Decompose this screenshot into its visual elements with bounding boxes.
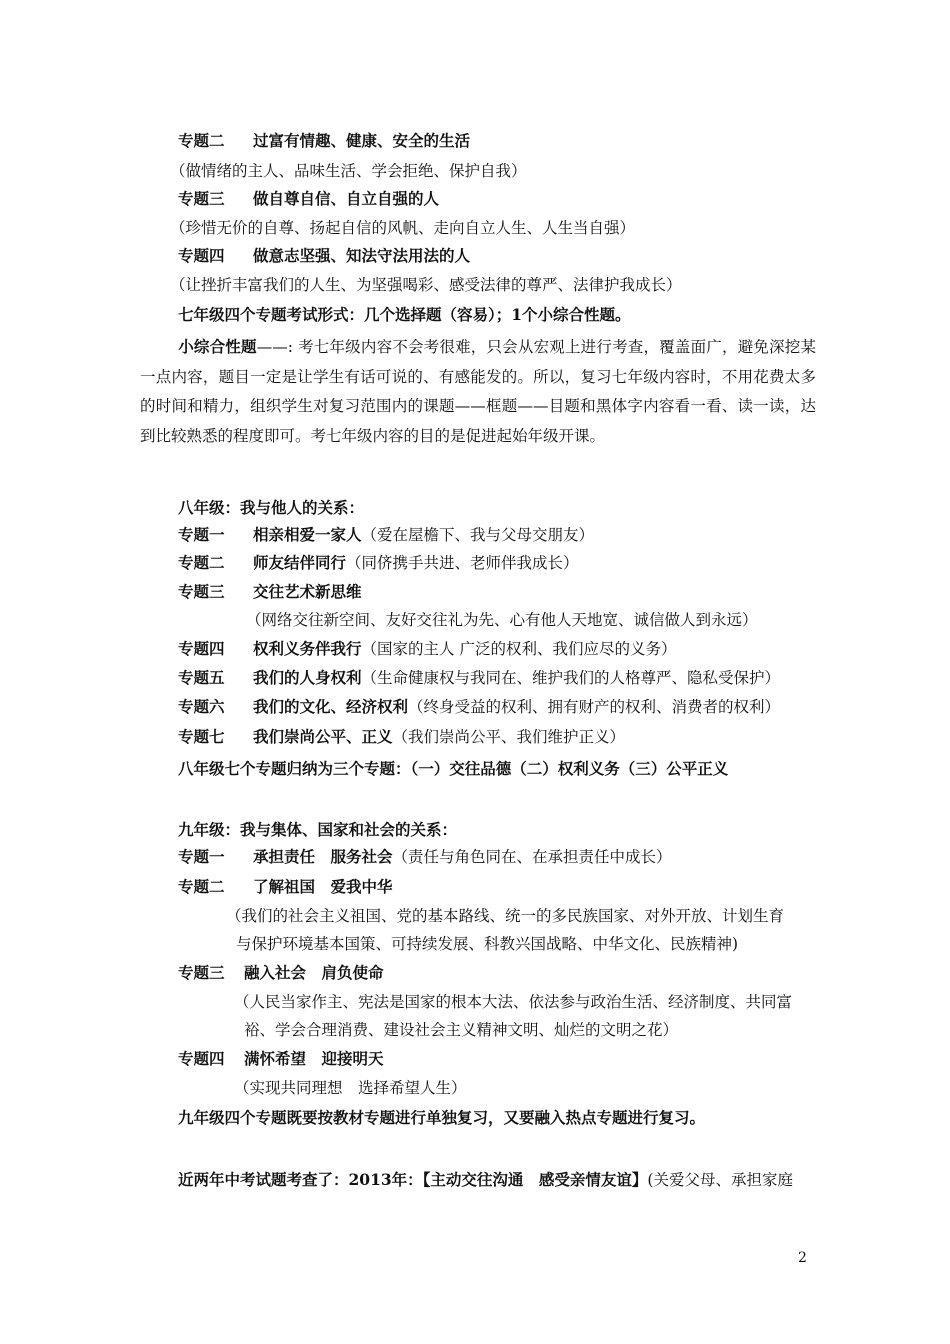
g8-topic-7 <box>178 727 625 747</box>
g8-topic-2 <box>178 553 579 573</box>
g9-topic-1 <box>178 847 672 867</box>
topic-label: 专题四 <box>178 1049 225 1068</box>
exam-history-rest: (关爱父母、承担家庭 <box>647 1171 793 1189</box>
g8-topic-5 <box>178 668 780 688</box>
g9-topic-2-sub-line1: （我们的社会主义祖国、党的基本路线、统一的多民族国家、对外开放、计划生育 <box>226 907 785 925</box>
topic-title: 满怀希望 迎接明天 <box>244 1049 384 1068</box>
g9-topic-4-sub: （实现共同理想 选择希望人生） <box>234 1079 467 1097</box>
g9-topic-2-sub-line2: 与保护环境基本国策、可持续发展、科教兴国战略、中华文化、民族精神) <box>236 935 739 953</box>
topic-sub: （终身受益的权利、拥有财产的权利、消费者的权利） <box>408 698 781 716</box>
topic-sub: （生命健康权与我同在、维护我们的人格尊严、隐私受保护） <box>361 669 781 687</box>
topic-title: 做意志坚强、知法守法用法的人 <box>253 246 471 265</box>
topic-label: 专题二 <box>178 877 225 896</box>
topic-title: 权利义务伴我行 <box>253 639 362 658</box>
g9-topic-3-sub-line2: 裕、学会合理消费、建设社会主义精神文明、灿烂的文明之花） <box>244 1021 679 1039</box>
topic-title: 做自尊自信、自立自强的人 <box>253 189 440 208</box>
topic-title: 师友结伴同行 <box>253 553 347 572</box>
g8-topic-4 <box>178 639 676 659</box>
g9-topic-2 <box>178 877 393 897</box>
topic-title: 交往艺术新思维 <box>253 582 362 601</box>
g7-topic-3 <box>178 189 439 209</box>
g9-topic-3 <box>178 963 384 983</box>
g7-topic-4-sub: （让挫折丰富我们的人生、为坚强喝彩、感受法律的尊严、法律护我成长） <box>170 276 682 294</box>
topic-sub: （爱在屋檐下、我与父母交朋友） <box>361 526 595 544</box>
topic-title: 我们的文化、经济权利 <box>253 697 409 716</box>
topic-sub: （我们崇尚公平、我们维护正义） <box>392 728 626 746</box>
g8-topic-6 <box>178 697 780 717</box>
topic-title: 我们崇尚公平、正义 <box>253 727 393 746</box>
page-number: 2 <box>798 1250 807 1266</box>
topic-label: 专题三 <box>178 189 225 208</box>
g8-heading: 八年级：我与他人的关系： <box>178 498 365 517</box>
topic-label: 专题四 <box>178 639 225 658</box>
exam-history-lead: 近两年中考试题考查了：2013年： <box>178 1170 423 1189</box>
exam-history-topic: 【主动交往沟通 感受亲情友谊】 <box>422 1170 648 1189</box>
g8-topic-1 <box>178 525 594 545</box>
topic-title: 过富有情趣、健康、安全的生活 <box>253 131 471 150</box>
g7-exam-form: 七年级四个专题考试形式：几个选择题（容易）；1个小综合性题。 <box>178 305 631 324</box>
topic-label: 专题四 <box>178 246 225 265</box>
g9-topic-3-sub-line1: （人民当家作主、宪法是国家的根本大法、依法参与政治生活、经济制度、共同富 <box>234 993 793 1011</box>
topic-label: 专题二 <box>178 131 225 150</box>
g7-topic-2-sub: （做情绪的主人、品味生活、学会拒绝、保护自我） <box>170 162 527 180</box>
topic-title: 我们的人身权利 <box>253 668 362 687</box>
topic-title: 融入社会 肩负使命 <box>244 963 384 982</box>
topic-label: 专题七 <box>178 727 225 746</box>
g7-topic-2 <box>178 131 470 151</box>
g8-topic-3-sub: （网络交往新空间、友好交往礼为先、心有他人天地宽、诚信做人到永远） <box>246 611 758 629</box>
paragraph-body: ——: 考七年级内容不会考很难，只会从宏观上进行考查，覆盖面广，避免深挖某一点内容，题目一定是让学生有话可说的、有感能发的。所以，复习七年级内容时，不用花费太多的时间和精力，组织学生对复习范围内的课题——框题——目题和黑体字内容看一看、读一读，达到比较熟悉的程度即可。考七年级内容的目的是促进起始年级开课。 <box>140 338 816 445</box>
topic-title: 了解祖国 爱我中华 <box>253 877 393 896</box>
topic-label: 专题三 <box>178 582 225 601</box>
topic-title: 承担责任 服务社会 <box>253 847 393 866</box>
exam-history-line <box>178 1170 793 1190</box>
g9-topic-4 <box>178 1049 384 1069</box>
paragraph-lead: 小综合性题 <box>178 337 257 356</box>
topic-sub: （同侪携手共进、老师伴我成长） <box>346 554 579 572</box>
g7-explanation-paragraph <box>140 332 816 451</box>
topic-label: 专题五 <box>178 668 225 687</box>
g7-topic-3-sub: （珍惜无价的自尊、扬起自信的风帆、走向自立人生、人生当自强） <box>170 219 636 237</box>
g9-heading: 九年级：我与集体、国家和社会的关系： <box>178 820 458 839</box>
g8-summary: 八年级七个专题归纳为三个专题：（一）交往品德（二）权利义务（三）公平正义 <box>178 759 729 778</box>
topic-sub: （责任与角色同在、在承担责任中成长） <box>392 848 672 866</box>
topic-label: 专题三 <box>178 963 225 982</box>
topic-label: 专题一 <box>178 847 225 866</box>
topic-label: 专题二 <box>178 553 225 572</box>
topic-label: 专题六 <box>178 697 225 716</box>
g7-topic-4 <box>178 246 470 266</box>
topic-sub: （国家的主人 广泛的权利、我们应尽的义务） <box>361 640 677 658</box>
topic-title: 相亲相爱一家人 <box>253 525 362 544</box>
g9-summary: 九年级四个专题既要按教材专题进行单独复习，又要融入热点专题进行复习。 <box>178 1108 706 1127</box>
topic-label: 专题一 <box>178 525 225 544</box>
g8-topic-3 <box>178 582 362 602</box>
